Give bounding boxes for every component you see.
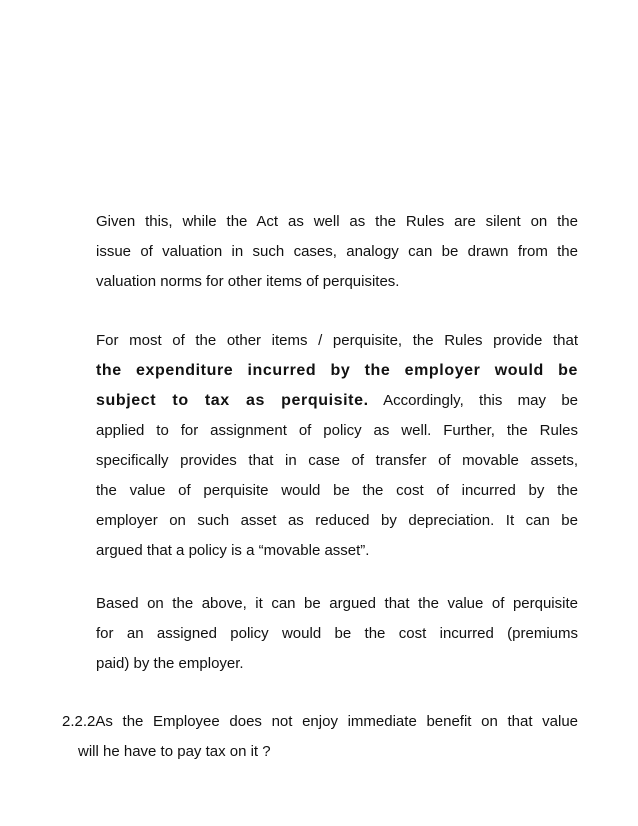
text-line: specifically provides that in case of transfer of movable assets, bbox=[96, 452, 578, 469]
text-line: the value of perquisite would be the cost of incurred by the bbox=[96, 482, 578, 499]
question-line: will he have to pay tax on it ? bbox=[78, 743, 271, 760]
text-line: For most of the other items / perquisite, the Rules provide that bbox=[96, 332, 578, 349]
paragraph-valuation-analogy bbox=[96, 207, 578, 297]
text-line: employer on such asset as reduced by depreciation. It can be bbox=[96, 512, 578, 529]
text-line: argued that a policy is a “movable asset”. bbox=[96, 542, 370, 559]
paragraph-other-perquisites bbox=[96, 326, 578, 566]
text-line: paid) by the employer. bbox=[96, 655, 244, 672]
text-line: issue of valuation in such cases, analogy can be drawn from the bbox=[96, 243, 578, 260]
text-line: valuation norms for other items of perquisites. bbox=[96, 273, 400, 290]
question-line bbox=[62, 707, 578, 737]
mixed-text-line bbox=[96, 386, 578, 416]
text-line: Given this, while the Act as well as the Rules are silent on the bbox=[96, 213, 578, 230]
bold-phrase: subject to tax as perquisite. bbox=[96, 392, 369, 409]
text-fragment: Accordingly, this may be bbox=[368, 392, 578, 409]
question-2-2-2 bbox=[62, 707, 578, 767]
text-line: Based on the above, it can be argued that the value of perquisite bbox=[96, 595, 578, 612]
question-text: As the Employee does not enjoy immediate benefit on that value bbox=[95, 713, 578, 730]
text-line: for an assigned policy would be the cost incurred (premiums bbox=[96, 625, 578, 642]
bold-text-line: the expenditure incurred by the employer would be bbox=[96, 362, 578, 379]
section-number: 2.2.2 bbox=[62, 713, 96, 730]
text-line: applied to for assignment of policy as well. Further, the Rules bbox=[96, 422, 578, 439]
paragraph-conclusion bbox=[96, 589, 578, 679]
